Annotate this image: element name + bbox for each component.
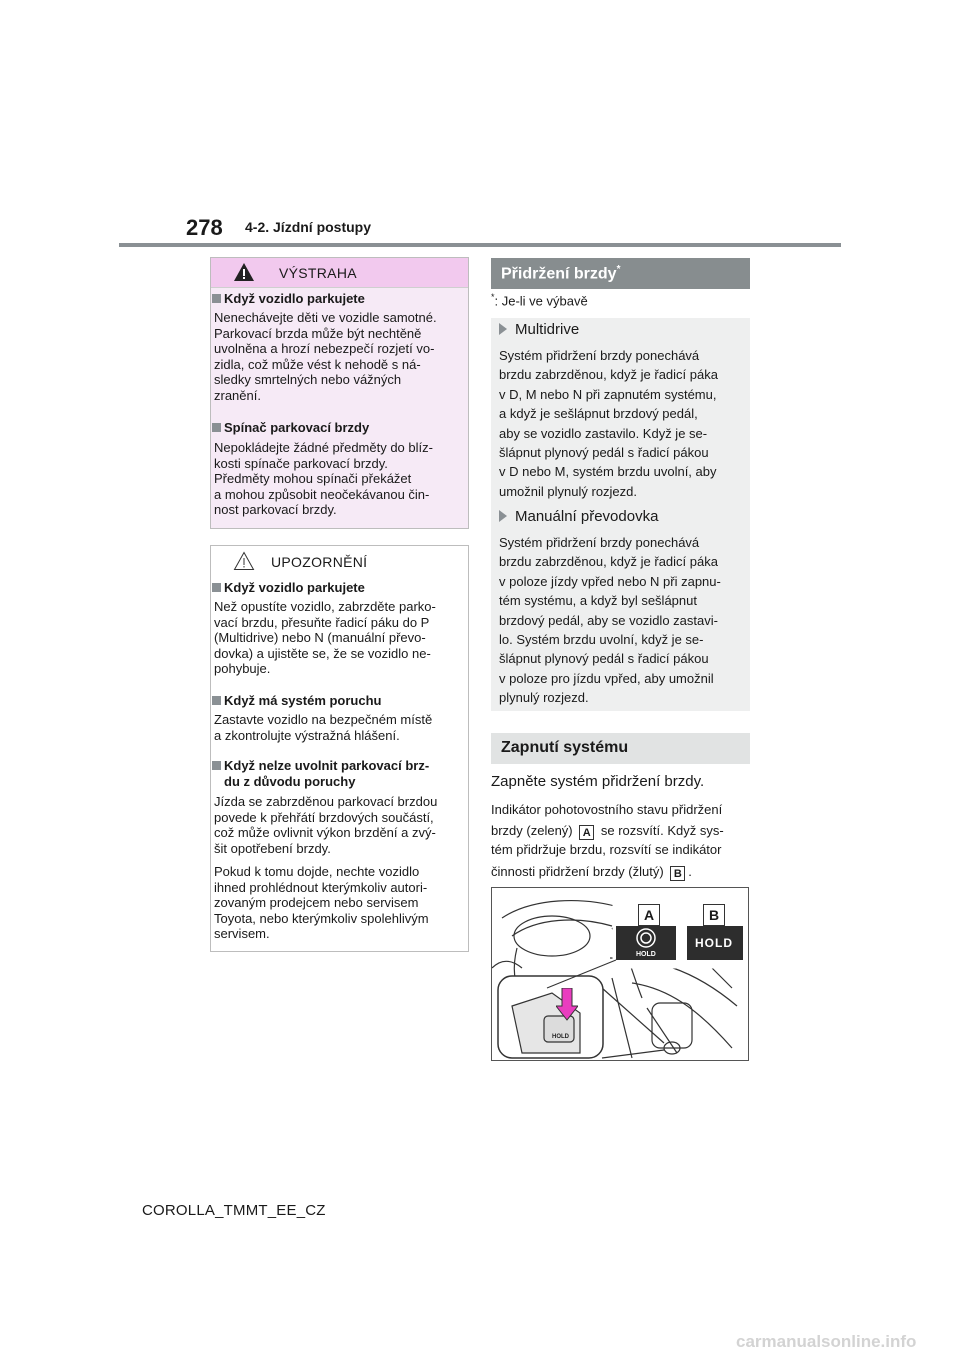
press-arrow-icon: [556, 988, 578, 1022]
caution-title: UPOZORNĚNÍ: [271, 554, 368, 570]
system-on-lead: Zapněte systém přidržení brzdy.: [491, 773, 705, 790]
section-heading-brake-hold: Přidržení brzdy*: [491, 258, 750, 289]
callout-b: B: [703, 904, 725, 926]
caution-item-heading: Když má systém poruchu: [212, 693, 464, 709]
warning-title: VÝSTRAHA: [279, 265, 357, 281]
hold-switch-text: HOLD: [552, 1034, 569, 1040]
caution-item-heading: Když vozidlo parkujete: [212, 580, 464, 596]
label-b-badge: B: [670, 866, 685, 881]
subheading-multidrive: Multidrive: [499, 321, 579, 338]
availability-note: *: Je-li ve výbavě: [491, 292, 588, 309]
section-heading-system-on: Zapnutí systému: [491, 733, 750, 764]
manual-text: Systém přidržení brzdy ponechává brzdu zabrzděnou, když je řadicí páka v poloze jízdy vpřed nebo N při zapnu- tém systému, a když byl sešlápnut brzdový pedál, aby se vozidlo zastavi- lo. Systém brzdu uvolní, když je se- šlápnut plynový pedál s řadicí pákou v poloze pro jízdu vpřed, aby umožnil plynulý rozjezd.: [499, 535, 721, 706]
brake-hold-illustration: [491, 887, 749, 1061]
header-rule: [119, 243, 841, 247]
footer-code: COROLLA_TMMT_EE_CZ: [142, 1202, 326, 1219]
subheading-manual: Manuální převodovka: [499, 508, 658, 525]
callout-a: A: [638, 904, 660, 926]
hold-indicator-a-text: HOLD: [636, 951, 656, 958]
caution-item-heading: Když nelze uvolnit parkovací brz- du z důvodu poruchy: [212, 758, 464, 790]
section-title: 4-2. Jízdní postupy: [245, 219, 372, 235]
warning-item-text: Nenechávejte děti ve vozidle samotné. Parkovací brzda může být nechtěně uvolněna a hrozí nebezpečí rozjetí vo- zidla, což může vést k nehodě s ná- sledky smrtelných nebo vážných zranění.: [214, 310, 437, 403]
page-number: 278: [186, 215, 223, 240]
system-on-text: Indikátor pohotovostního stavu přidržení brzdy (zelený) A se rozsvítí. Když sys- tém přidržuje brzdu, rozsvítí se indikátor činnosti přidržení brzdy (žlutý) B .: [491, 802, 724, 880]
warning-triangle-icon: [233, 262, 255, 282]
caution-item-text: Než opustíte vozidlo, zabrzděte parko- vací brzdu, přesuňte řadicí páku do P (Multidrive) nebo N (manuální převo- dovka) a ujistěte se, že se vozidlo ne- pohybuje.: [214, 599, 436, 677]
caution-item-text: Pokud k tomu dojde, nechte vozidlo ihned prohlédnout kterýmkoliv autori- zovaným prodejcem nebo servisem Toyota, nebo kterýmkoliv spolehlivým servisem.: [214, 864, 429, 942]
caution-item-text: Zastavte vozidlo na bezpečném místě a zkontrolujte výstražná hlášení.: [214, 712, 433, 743]
caution-header: [211, 546, 468, 576]
caution-triangle-icon: [233, 551, 255, 571]
hold-indicator-b-text: HOLD: [695, 936, 733, 950]
triangle-bullet-icon: [499, 323, 507, 335]
multidrive-text: Systém přidržení brzdy ponechává brzdu zabrzděnou, když je řadicí páka v D, M nebo N při zapnutém systému, a když je sešlápnut brzdový pedál, aby se vozidlo zastavilo. Když je se- šlápnut plynový pedál s řadicí pákou v D nebo M, systém brzdu uvolní, aby umožnil plynulý rozjezd.: [499, 348, 718, 499]
warning-item-heading: Když vozidlo parkujete: [212, 291, 464, 307]
warning-item-heading: Spínač parkovací brzdy: [212, 420, 464, 436]
triangle-bullet-icon: [499, 510, 507, 522]
watermark: carmanualsonline.info: [736, 1332, 917, 1351]
label-a-badge: A: [579, 825, 594, 840]
caution-item-text: Jízda se zabrzděnou parkovací brzdou povede k přehřátí brzdových součástí, což může ovlivnit výkon brzdění a zvý- šit opotřebení brzdy.: [214, 794, 438, 856]
warning-header: [211, 258, 468, 288]
warning-item-text: Nepokládejte žádné předměty do blíz- kosti spínače parkovací brzdy. Předměty mohou spínači překážet a mohou způsobit neočekávanou čin- nost parkovací brzdy.: [214, 440, 433, 518]
